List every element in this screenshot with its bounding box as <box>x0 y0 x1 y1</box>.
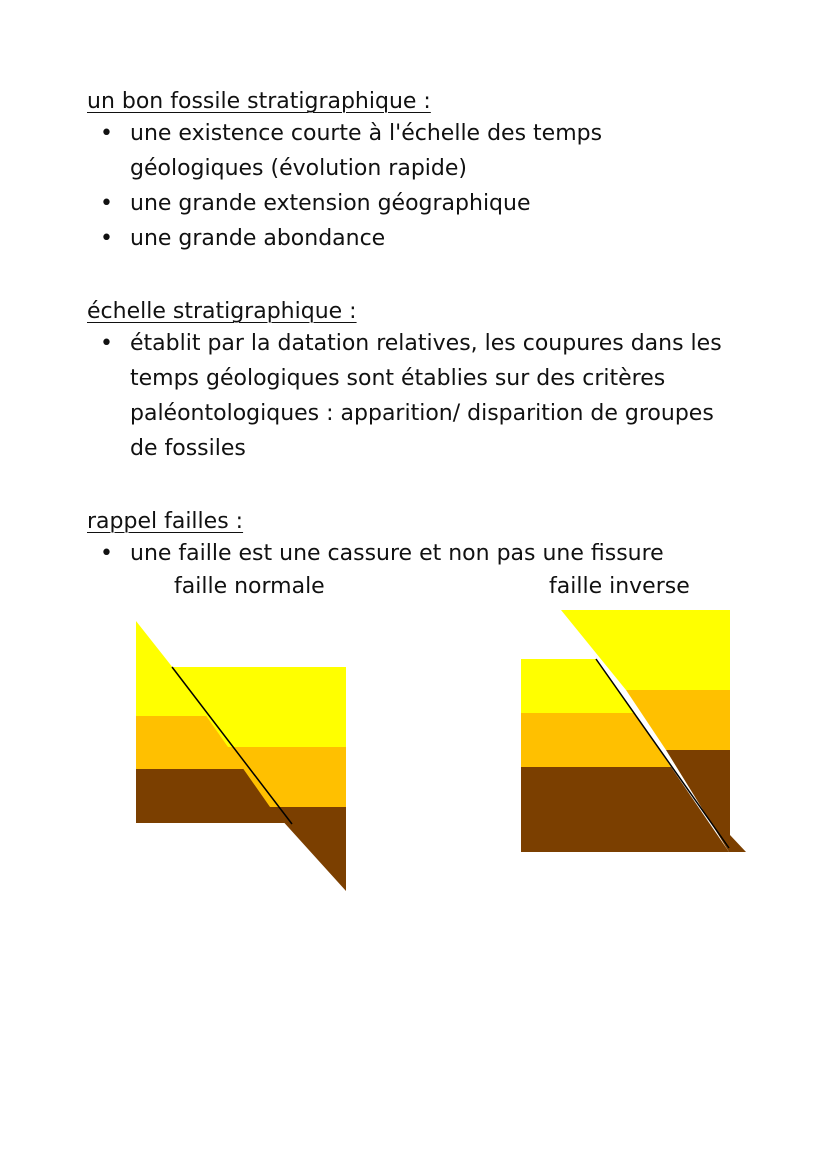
normal-left-bottom-layer <box>136 769 286 823</box>
list-item-text: une existence courte à l'échelle des temps géologiques (évolution rapide) <box>130 121 603 181</box>
failles-list <box>100 536 740 571</box>
bullet: • <box>100 121 113 146</box>
inverse-left-top-layer <box>521 659 634 713</box>
list-item-text: établit par la datation relatives, les coupures dans les temps géologiques sont établies sur des critères paléontologiques : apparition/ disparition de groupes de fossiles <box>130 331 722 461</box>
heading-echelle-stratigraphique: échelle stratigraphique : <box>87 299 357 324</box>
list-item <box>100 116 740 186</box>
bullet: • <box>100 191 113 216</box>
normal-right-top-layer <box>172 667 346 747</box>
list-item-text: une grande abondance <box>130 226 386 251</box>
normal-left-middle-layer <box>136 716 248 769</box>
list-item-text: une faille est une cassure et non pas une fissure <box>130 541 664 566</box>
normal-left-top-layer <box>136 621 211 716</box>
inverse-right-middle-layer <box>626 690 730 750</box>
normal-right-bottom-layer <box>270 807 346 891</box>
list-item <box>100 326 740 466</box>
normal-right-middle-layer <box>228 747 346 807</box>
caption-faille-normale: faille normale <box>174 574 325 599</box>
caption-faille-inverse: faille inverse <box>549 574 690 599</box>
bullet: • <box>100 226 113 251</box>
bon-fossile-list <box>100 116 740 256</box>
bullet: • <box>100 331 113 356</box>
inverse-fault-line <box>596 659 729 848</box>
normal-fault-line <box>172 667 292 824</box>
inverse-right-top-layer <box>561 610 730 690</box>
echelle-list <box>100 326 740 466</box>
inverse-right-bottom-layer <box>666 750 746 852</box>
list-item <box>100 536 740 571</box>
heading-rappel-failles: rappel failles : <box>87 509 244 534</box>
inverse-left-bottom-layer <box>521 767 729 852</box>
inverse-left-middle-layer <box>521 713 671 767</box>
heading-bon-fossile: un bon fossile stratigraphique : <box>87 89 431 114</box>
list-item <box>100 186 740 221</box>
list-item <box>100 221 740 256</box>
list-item-text: une grande extension géographique <box>130 191 531 216</box>
bullet: • <box>100 541 113 566</box>
